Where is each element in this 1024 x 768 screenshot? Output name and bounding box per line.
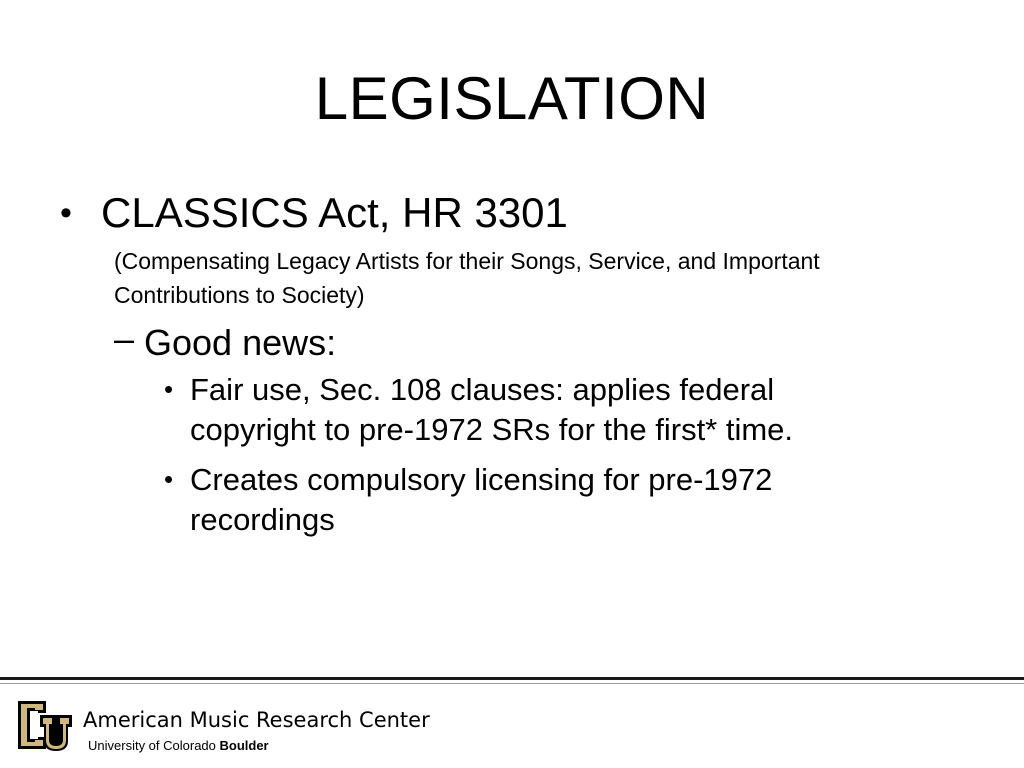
- act-full-name: (Compensating Legacy Artists for their Songs, Service, and Important Contributions to Society): [114, 248, 820, 308]
- cu-logo-icon: [16, 697, 74, 753]
- bullet-icon: •: [60, 194, 72, 232]
- good-news-heading: Good news:: [144, 322, 337, 363]
- bullet-level1: [56, 186, 956, 240]
- bullet-level2: [114, 320, 956, 366]
- bullet-text: CLASSICS Act, HR 3301: [101, 189, 568, 236]
- dash-marker: –: [114, 318, 135, 359]
- university-name: [88, 738, 269, 754]
- bullet-icon: •: [164, 464, 174, 494]
- slide-body: [56, 186, 956, 550]
- university-prefix: University of Colorado: [88, 738, 220, 753]
- slide-title: LEGISLATION: [314, 65, 710, 132]
- list-item-text: Fair use, Sec. 108 clauses: applies federal copyright to pre-1972 SRs for the first* time.: [190, 372, 794, 447]
- list-item: [164, 370, 880, 450]
- list-item-text: Creates compulsory licensing for pre-1972 recordings: [190, 462, 773, 537]
- org-name: American Music Research Center: [83, 708, 430, 732]
- university-campus: Boulder: [219, 738, 269, 753]
- footer-divider: [0, 677, 1024, 680]
- bullet-level3-list: [164, 370, 956, 540]
- bullet-icon: •: [164, 374, 174, 404]
- footer-divider-thin: [0, 683, 1024, 684]
- list-item: [164, 460, 880, 540]
